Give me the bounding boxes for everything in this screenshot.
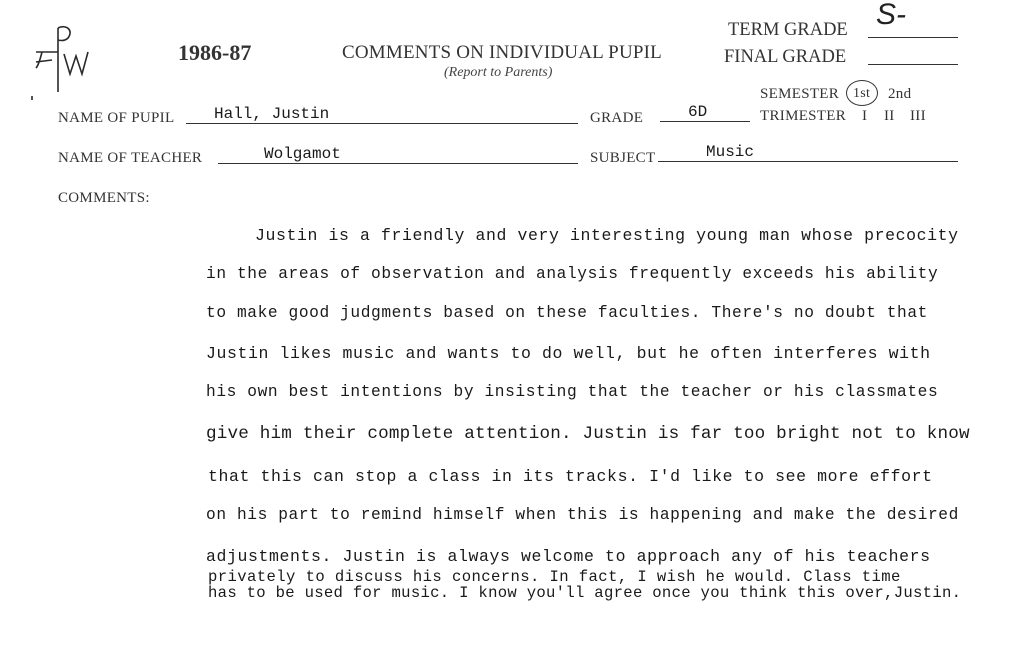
name-of-pupil-label: NAME OF PUPIL [58, 110, 175, 126]
comment-line-4: Justin likes music and wants to do well, but he often interferes with [206, 344, 931, 363]
trimester-option-i[interactable]: I [862, 108, 868, 124]
comment-line-5: his own best intentions by insisting that the teacher or his classmates [206, 383, 939, 401]
term-grade-label: TERM GRADE [728, 20, 848, 40]
name-of-teacher-value[interactable]: Wolgamot [264, 145, 341, 163]
comment-line-11: has to be used for music. I know you'll agree once you think this over,Justin. [208, 584, 962, 602]
name-of-pupil-value[interactable]: Hall, Justin [214, 105, 330, 123]
comment-line-3: to make good judgments based on these faculties. There's no doubt that [206, 304, 928, 322]
comment-line-8: on his part to remind himself when this is happening and make the desired [206, 506, 959, 524]
comment-line-10: privately to discuss his concerns. In fact, I wish he would. Class time [208, 568, 901, 586]
semester-label: SEMESTER [760, 86, 840, 102]
school-year: 1986-87 [178, 40, 252, 65]
monogram-text: FW [30, 74, 32, 75]
form-subtitle: (Report to Parents) [444, 65, 553, 80]
comment-line-1: Justin is a friendly and very interesting young man whose precocity [255, 226, 959, 245]
semester-option-1st[interactable]: 1st [853, 86, 871, 101]
subject-label: SUBJECT [590, 150, 656, 166]
final-grade-label: FINAL GRADE [724, 47, 847, 67]
trimester-label: TRIMESTER [760, 108, 847, 124]
subject-value[interactable]: Music [706, 143, 755, 161]
trimester-option-ii[interactable]: II [884, 108, 895, 124]
comment-line-2: in the areas of observation and analysis frequently exceeds his ability [206, 265, 939, 283]
comment-line-7: that this can stop a class in its tracks. I'd like to see more effort [208, 467, 933, 486]
comment-line-6: give him their complete attention. Justin is far too bright not to know [206, 424, 970, 444]
comment-line-9: adjustments. Justin is always welcome to approach any of his teachers [206, 547, 931, 566]
comments-label: COMMENTS: [58, 190, 150, 206]
school-monogram-logo [28, 22, 94, 100]
semester-option-2nd[interactable]: 2nd [888, 86, 912, 102]
grade-value[interactable]: 6D [688, 103, 708, 121]
trimester-option-iii[interactable]: III [910, 108, 926, 124]
form-title: COMMENTS ON INDIVIDUAL PUPIL [342, 42, 662, 63]
grade-label: GRADE [590, 110, 644, 126]
term-grade-value[interactable]: S- [876, 0, 906, 31]
name-of-teacher-label: NAME OF TEACHER [58, 150, 203, 166]
